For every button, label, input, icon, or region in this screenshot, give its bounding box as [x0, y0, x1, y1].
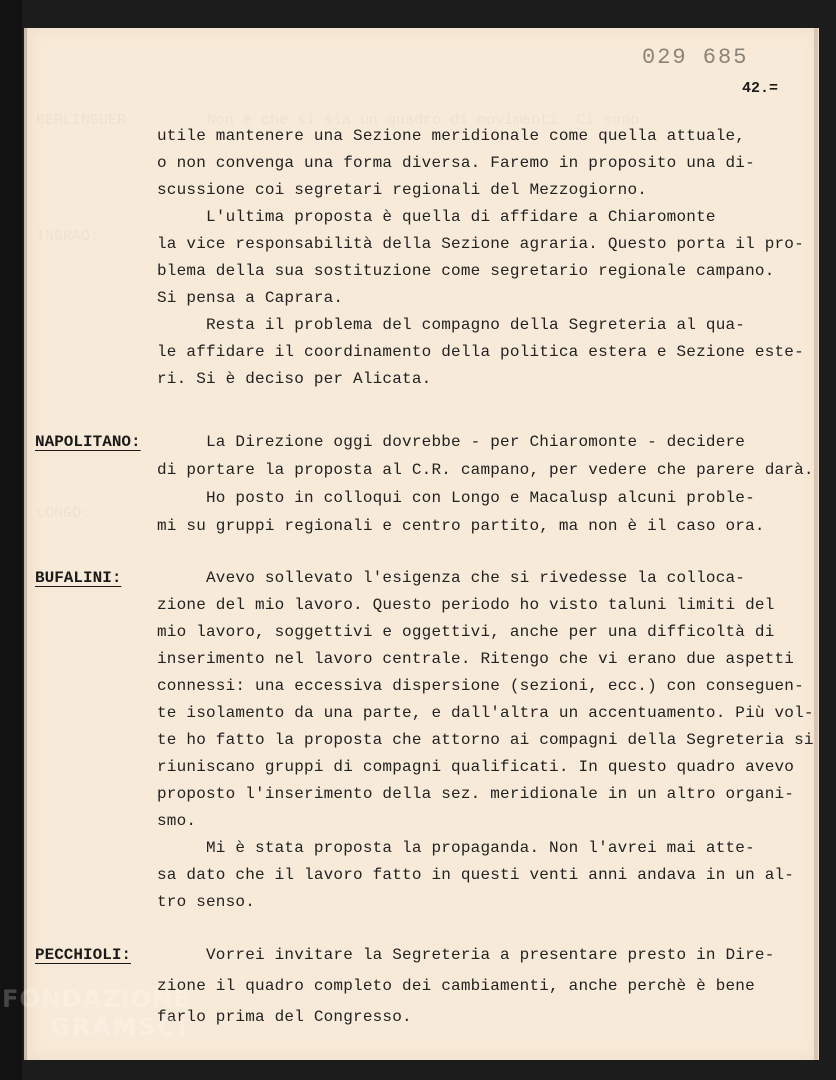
text-line: riuniscano gruppi di compagni qualificati. In questo quadro avevo — [157, 758, 795, 776]
text-line: zione il quadro completo dei cambiamenti, anche perchè è bene — [157, 977, 755, 995]
speaker-name: BUFALINI: — [35, 569, 122, 587]
text-line: te isolamento da una parte, e dall'altra un accentuamento. Più vol- — [157, 704, 814, 722]
text-line: Avevo sollevato l'esigenza che si rivedesse la colloca- — [157, 569, 746, 587]
text-line: Ho posto in colloqui con Longo e Macalusp alcuni proble- — [157, 489, 755, 507]
text-line: di portare la proposta al C.R. campano, per vedere che parere darà. — [157, 461, 814, 479]
text-line: te ho fatto la proposta che attorno ai compagni della Segreteria si — [157, 731, 814, 749]
watermark-line-2: GRAMSCI — [50, 1013, 189, 1041]
bleed-through-text: INGRAO: — [36, 228, 100, 245]
text-line: sa dato che il lavoro fatto in questi venti anni andava in un al- — [157, 866, 795, 884]
text-line: Mi è stata proposta la propaganda. Non l'avrei mai atte- — [157, 839, 755, 857]
bleed-through-text: LONGO: — [36, 505, 91, 522]
text-line: scussione coi segretari regionali del Mezzogiorno. — [157, 181, 648, 199]
speaker-name: NAPOLITANO: — [35, 433, 141, 451]
page-number: 42.= — [742, 80, 779, 97]
text-line: la vice responsabilità della Sezione agraria. Questo porta il pro- — [157, 235, 804, 253]
text-line: mio lavoro, soggettivi e oggettivi, anche per una difficoltà di — [157, 623, 775, 641]
binder-edge — [0, 0, 22, 1080]
text-line: tro senso. — [157, 893, 256, 911]
watermark-line-1: FONDAZIONE — [2, 985, 191, 1013]
text-line: smo. — [157, 812, 197, 830]
text-line: ri. Si è deciso per Alicata. — [157, 370, 432, 388]
text-line: L'ultima proposta è quella di affidare a Chiaromonte — [157, 208, 716, 226]
text-line: utile mantenere una Sezione meridionale come quella attuale, — [157, 127, 746, 145]
text-line: proposto l'inserimento della sez. meridionale in un altro organi- — [157, 785, 795, 803]
text-line: connessi: una eccessiva dispersione (sezioni, ecc.) con conseguen- — [157, 677, 804, 695]
text-line: mi su gruppi regionali e centro partito, ma non è il caso ora. — [157, 517, 765, 535]
text-line: Vorrei invitare la Segreteria a presentare presto in Dire- — [157, 946, 775, 964]
text-line: Si pensa a Caprara. — [157, 289, 344, 307]
speaker-name: PECCHIOLI: — [35, 946, 132, 964]
bleed-through-text: BERLINGUER: Non è che si sia un quadro di movimenti. Ci sono — [36, 112, 640, 129]
text-line: le affidare il coordinamento della politica estera e Sezione este- — [157, 343, 804, 361]
watermark-logo — [2, 985, 202, 1041]
archive-stamp: 029 685 — [642, 45, 749, 70]
text-line: zione del mio lavoro. Questo periodo ho visto taluni limiti del — [157, 596, 775, 614]
text-line: La Direzione oggi dovrebbe - per Chiaromonte - decidere — [157, 433, 746, 451]
page-edge — [814, 28, 818, 1060]
text-line: blema della sua sostituzione come segretario regionale campano. — [157, 262, 775, 280]
text-line: Resta il problema del compagno della Segreteria al qua- — [157, 316, 746, 334]
text-line: farlo prima del Congresso. — [157, 1008, 412, 1026]
text-line: inserimento nel lavoro centrale. Ritengo che vi erano due aspetti — [157, 650, 795, 668]
text-line: o non convenga una forma diversa. Faremo in proposito una di- — [157, 154, 755, 172]
